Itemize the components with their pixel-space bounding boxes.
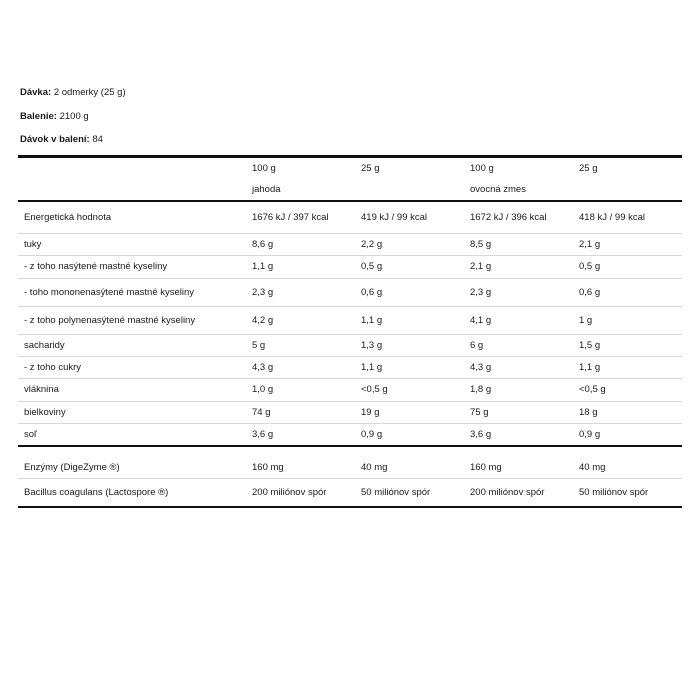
row-value: 0,5 g (573, 256, 682, 278)
row-value: 2,2 g (355, 234, 464, 256)
table-row (18, 306, 682, 334)
row-value: 50 miliónov spór (579, 487, 649, 499)
row-value: <0,5 g (355, 379, 464, 401)
row-value: 1,1 g (246, 256, 355, 278)
row-value: 200 miliónov spór (252, 487, 327, 499)
row-value: <0,5 g (573, 379, 682, 401)
row-value: 1,1 g (355, 357, 464, 379)
header-cell-empty (18, 156, 246, 179)
row-value: 1,1 g (355, 306, 464, 334)
row-value: 0,9 g (573, 423, 682, 446)
meta-row-package (20, 112, 682, 122)
meta-value-servings: 84 (92, 134, 103, 145)
row-value: 4,1 g (464, 306, 573, 334)
meta-value-dose: 2 odmerky (25 g) (53, 87, 126, 98)
row-value: 6 g (464, 334, 573, 356)
row-value: 1672 kJ / 396 kcal (464, 201, 573, 234)
header-cell-amount-2: 25 g (355, 156, 464, 179)
table-bottom-rule (18, 506, 682, 508)
row-label: vláknina (18, 379, 246, 401)
row-value: 8,6 g (246, 234, 355, 256)
row-value: 419 kJ / 99 kcal (355, 201, 464, 234)
table-row (18, 423, 682, 446)
row-value: 4,3 g (464, 357, 573, 379)
row-value: 2,1 g (573, 234, 682, 256)
row-value: 0,5 g (355, 256, 464, 278)
table-row (18, 357, 682, 379)
flavor-cell-1: jahoda (246, 179, 355, 201)
row-value: 1,1 g (573, 357, 682, 379)
row-value: 40 mg (573, 457, 682, 479)
row-value: 4,2 g (246, 306, 355, 334)
row-value: 1,8 g (464, 379, 573, 401)
row-value: 50 miliónov spór (361, 487, 431, 499)
table-header-flavors (18, 179, 682, 201)
table-row (18, 234, 682, 256)
table-row (18, 256, 682, 278)
table-section-divider (18, 446, 682, 457)
flavor-cell-empty (18, 179, 246, 201)
table-row (18, 401, 682, 423)
meta-row-dose (20, 88, 682, 98)
row-value: 3,6 g (246, 423, 355, 446)
table-row (18, 479, 682, 507)
row-label: Enzýmy (DigeZyme ®) (18, 457, 246, 479)
meta-label-servings: Dávok v balení: (20, 134, 90, 145)
table-row (18, 379, 682, 401)
row-value: 0,9 g (355, 423, 464, 446)
header-cell-amount-3: 100 g (464, 156, 573, 179)
table-row (18, 334, 682, 356)
divider-cell (18, 446, 682, 457)
meta-value-package: 2100 g (59, 110, 89, 122)
table-row (18, 457, 682, 479)
meta-row-servings (20, 135, 682, 145)
row-label: - z toho nasýtené mastné kyseliny (18, 256, 246, 278)
table-row (18, 278, 682, 306)
row-label: - z toho polynenasýtené mastné kyseliny (18, 306, 246, 334)
row-value: 200 miliónov spór (470, 487, 545, 499)
row-value: 19 g (355, 401, 464, 423)
row-value: 0,6 g (573, 278, 682, 306)
flavor-cell-3: ovocná zmes (464, 179, 573, 201)
row-label: bielkoviny (18, 401, 246, 423)
meta-label-package: Balenie: (20, 110, 57, 122)
row-value: 40 mg (355, 457, 464, 479)
row-value: 1,0 g (246, 379, 355, 401)
row-value: 1,3 g (355, 334, 464, 356)
flavor-cell-2 (355, 179, 464, 201)
row-value: 160 mg (246, 457, 355, 479)
row-value: 2,3 g (246, 278, 355, 306)
row-label: tuky (18, 234, 246, 256)
row-value: 2,3 g (464, 278, 573, 306)
row-value: 4,3 g (246, 357, 355, 379)
row-value: 1 g (573, 306, 682, 334)
header-cell-amount-1: 100 g (246, 156, 355, 179)
meta-label-dose: Dávka: (20, 87, 52, 98)
row-value: 1,5 g (573, 334, 682, 356)
row-label: soľ (18, 423, 246, 446)
row-value: 1676 kJ / 397 kcal (246, 201, 355, 234)
table-row (18, 201, 682, 234)
row-value: 5 g (246, 334, 355, 356)
row-label: sacharidy (18, 334, 246, 356)
row-value: 160 mg (464, 457, 573, 479)
row-label: Bacillus coagulans (Lactospore ®) (24, 487, 169, 499)
row-value: 418 kJ / 99 kcal (573, 201, 682, 234)
nutrition-sheet (18, 88, 682, 508)
serving-meta-block (18, 88, 682, 145)
row-label: - z toho cukry (18, 357, 246, 379)
row-value: 74 g (246, 401, 355, 423)
flavor-cell-4 (573, 179, 682, 201)
row-value: 8,5 g (464, 234, 573, 256)
row-value: 2,1 g (464, 256, 573, 278)
row-label: Energetická hodnota (18, 201, 246, 234)
row-value: 75 g (464, 401, 573, 423)
row-value: 3,6 g (464, 423, 573, 446)
table-header-amounts (18, 156, 682, 179)
header-cell-amount-4: 25 g (573, 156, 682, 179)
nutrition-table (18, 155, 682, 507)
row-value: 0,6 g (355, 278, 464, 306)
row-label: - toho mononenasýtené mastné kyseliny (18, 278, 246, 306)
row-value: 18 g (573, 401, 682, 423)
